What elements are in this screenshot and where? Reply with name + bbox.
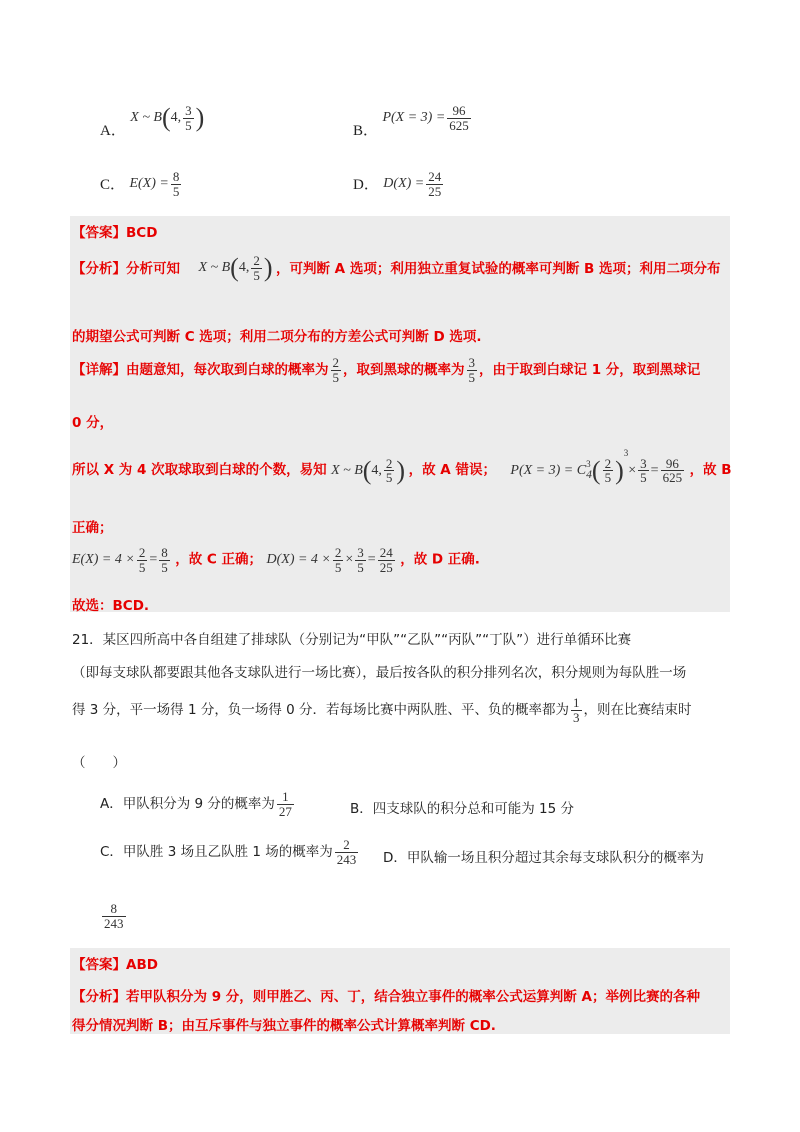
q20-analysis-args: 4, bbox=[238, 260, 250, 276]
q20-detail-line5-f1-den: 5 bbox=[138, 559, 146, 575]
q20-detail-line3-prefix: 所以 X 为 4 次取球取到白球的个数，易知 bbox=[72, 462, 327, 478]
q20-detail-line3-f3-den: 625 bbox=[662, 470, 683, 486]
q20-detail-line1 bbox=[72, 356, 700, 384]
q20-detail-line3-f2-num: 3 bbox=[640, 455, 647, 471]
q20-detail-line5-f2-num: 8 bbox=[161, 545, 168, 560]
q20-detail-line3-sub: 4 bbox=[586, 468, 592, 482]
option-a-formula: X ~ B(4, $\frac{3}{5}$ ) bbox=[130, 103, 205, 133]
q21-stem-blank: （ ） bbox=[72, 755, 126, 771]
q21-option-a-text: A．甲队积分为 9 分的概率为 bbox=[100, 796, 275, 813]
q20-detail-f2-num: 3 bbox=[468, 355, 475, 370]
q20-analysis-lhs: X ~ B bbox=[198, 260, 231, 276]
q20-analysis-num: 2 bbox=[253, 253, 260, 268]
q20-analysis-prefix: 【分析】分析可知 bbox=[72, 261, 180, 278]
q21-answer: 【答案】ABD bbox=[72, 957, 158, 973]
q20-detail-f1-den: 5 bbox=[332, 369, 339, 385]
q20-detail-line3-mid: ，故 A 错误； bbox=[408, 462, 496, 478]
q20-detail-line3-lhs: X ~ B bbox=[331, 463, 363, 478]
q20-analysis-formula: X ~ B(4, $\frac{2}{5}$ ) bbox=[198, 253, 273, 283]
q20-detail-line5-f3-den: 5 bbox=[334, 559, 342, 575]
q20-detail-line5-f3-num: 2 bbox=[334, 545, 342, 560]
q21-option-c-text: C．甲队胜 3 场且乙队胜 1 场的概率为 bbox=[100, 844, 333, 861]
q20-analysis-line2: 的期望公式可判断 C 选项；利用二项分布的方差公式可判断 D 选项. bbox=[72, 329, 482, 345]
option-b-num: 96 bbox=[452, 103, 466, 118]
option-b-lhs: P(X = 3) = bbox=[382, 110, 446, 126]
q20-detail-rest: ，由于取到白球记 1 分，取到黑球记 bbox=[479, 362, 701, 379]
q20-detail-line3-p: P(X = 3) = C bbox=[510, 463, 587, 478]
q21-stem-line3-suffix: ，则在比赛结束时 bbox=[583, 702, 692, 719]
q20-analysis-rest1: ，可判断 A 选项；利用独立重复试验的概率可判断 B 选项；利用二项分布 bbox=[275, 261, 721, 278]
option-d-den: 25 bbox=[428, 183, 442, 199]
option-c-den: 5 bbox=[172, 183, 180, 199]
option-d-formula bbox=[383, 169, 445, 199]
q20-detail-line4: 正确； bbox=[72, 520, 113, 536]
q20-detail-line3-f2-den: 5 bbox=[640, 470, 647, 486]
q20-detail-line3-sup: 3 bbox=[586, 459, 591, 470]
option-a bbox=[100, 103, 205, 140]
q20-detail-line3-exp: 3 bbox=[623, 448, 629, 458]
q21-option-d-num: 8 bbox=[110, 901, 117, 916]
option-d-label: D． bbox=[353, 177, 379, 194]
option-d-num: 24 bbox=[428, 169, 442, 184]
q20-detail-line5-f4-num: 3 bbox=[357, 545, 364, 560]
q21-stem-line3-prefix: 得 3 分，平一场得 1 分，负一场得 0 分．若每场比赛中两队胜、平、负的概率都为 bbox=[72, 702, 570, 719]
option-c-lhs: E(X) = bbox=[129, 176, 169, 192]
q20-detail-line3-times: × bbox=[628, 463, 637, 478]
q20-detail-line3-f1-num: 2 bbox=[604, 455, 612, 471]
option-a-num: 3 bbox=[185, 103, 192, 118]
q20-detail-line3-num: 2 bbox=[385, 455, 393, 471]
q21-option-d: D．甲队输一场且积分超过其余每支球队积分的概率为 bbox=[383, 850, 704, 866]
q20-detail-expectation bbox=[72, 545, 175, 575]
q21-stem-line1: 21．某区四所高中各自组建了排球队（分别记为“甲队”“乙队”“丙队”“丁队”）进行单循环比赛 bbox=[72, 632, 632, 648]
q20-detail-line3-f3-num: 96 bbox=[665, 455, 679, 471]
option-d-lhs: D(X) = bbox=[383, 176, 425, 192]
q21-option-a bbox=[100, 790, 296, 818]
option-c bbox=[100, 170, 183, 198]
q20-detail-line5-eq: = bbox=[149, 552, 158, 568]
option-a-den: 5 bbox=[185, 117, 192, 133]
option-a-args: 4, bbox=[170, 110, 182, 126]
q21-option-a-den: 27 bbox=[278, 803, 292, 819]
q21-option-c-den: 243 bbox=[336, 851, 357, 867]
q20-detail-line5-eq2: = bbox=[367, 552, 376, 568]
q20-detail-f2-den: 5 bbox=[468, 369, 475, 385]
option-a-label: A． bbox=[100, 123, 126, 140]
q20-detail-line5-e: E(X) = 4 × bbox=[72, 552, 135, 568]
q20-detail-line5-end: ，故 D 正确. bbox=[400, 551, 480, 568]
q20-detail-line3-eq: = bbox=[650, 463, 659, 478]
q20-detail-variance bbox=[266, 545, 401, 575]
option-b-label: B． bbox=[353, 123, 379, 140]
q20-detail-prefix: 【详解】由题意知，每次取到白球的概率为 bbox=[72, 362, 329, 379]
q20-detail-line5-f4-den: 5 bbox=[357, 559, 364, 575]
q20-detail-line3 bbox=[72, 448, 732, 485]
q20-detail-line5-d: D(X) = 4 × bbox=[266, 552, 331, 568]
option-b-den: 625 bbox=[449, 117, 469, 133]
q20-detail-line3-prob: P(X = 3) = C 3 4 ( $\frac{2}{5}$ )$^3$× $\frac{3}{5}$ = $\frac{96}{625}$ bbox=[510, 448, 683, 486]
q21-option-b: B．四支球队的积分总和可能为 15 分 bbox=[350, 801, 575, 817]
q21-stem-line3-num: 1 bbox=[573, 695, 580, 710]
q20-detail-line5-f5-den: 25 bbox=[379, 559, 393, 575]
q21-option-a-num: 1 bbox=[282, 789, 289, 804]
option-c-label: C． bbox=[100, 177, 126, 194]
q20-detail-line5 bbox=[72, 546, 480, 574]
q20-detail-line5-c: ，故 C 正确； bbox=[175, 551, 263, 568]
q20-choice: 故选：BCD. bbox=[72, 598, 150, 614]
q20-answer: 【答案】BCD bbox=[72, 225, 158, 241]
q20-detail-line2: 0 分， bbox=[72, 415, 114, 431]
q21-option-d-den: 243 bbox=[104, 915, 124, 931]
q20-detail-f1-num: 2 bbox=[332, 355, 339, 370]
q21-stem-line3-den: 3 bbox=[573, 709, 580, 725]
option-c-formula bbox=[129, 169, 183, 199]
q21-option-d-fraction bbox=[100, 902, 128, 930]
q21-analysis-line2: 得分情况判断 B；由互斥事件与独立事件的概率公式计算概率判断 CD. bbox=[72, 1018, 496, 1034]
q20-detail-line3-f1-den: 5 bbox=[604, 470, 612, 486]
option-b bbox=[353, 103, 473, 140]
q21-analysis-line1: 【分析】若甲队积分为 9 分，则甲胜乙、丙、丁，结合独立事件的概率公式运算判断 A；举例比赛的各种 bbox=[72, 989, 700, 1005]
q20-detail-line5-times: × bbox=[345, 552, 354, 568]
q20-detail-line5-f1-num: 2 bbox=[138, 545, 146, 560]
option-b-formula bbox=[382, 103, 472, 133]
q20-detail-line3-den: 5 bbox=[385, 470, 393, 486]
option-d bbox=[353, 170, 445, 198]
q20-detail-line3-end: ，故 B bbox=[689, 462, 732, 478]
q20-detail-line5-f2-den: 5 bbox=[161, 559, 168, 575]
q20-detail-line3-args: 4, bbox=[371, 463, 382, 478]
option-a-lhs: X ~ B bbox=[130, 110, 162, 126]
q20-analysis-den: 5 bbox=[253, 267, 260, 283]
q20-detail-mid: ，取到黑球的概率为 bbox=[343, 362, 465, 379]
q20-detail-line3-binomial: X ~ B(4, $\frac{2}{5}$ ) bbox=[331, 455, 406, 486]
q21-stem-line3 bbox=[72, 696, 692, 724]
q21-stem-line2: （即每支球队都要跟其他各支球队进行一场比赛），最后按各队的积分排列名次，积分规则为每队胜一场 bbox=[72, 665, 687, 681]
q21-option-c-num: 2 bbox=[343, 837, 350, 852]
q20-detail-line5-f5-num: 24 bbox=[379, 545, 393, 560]
q21-option-c bbox=[100, 838, 360, 866]
option-c-num: 8 bbox=[172, 169, 180, 184]
q20-analysis-line1 bbox=[72, 254, 721, 282]
